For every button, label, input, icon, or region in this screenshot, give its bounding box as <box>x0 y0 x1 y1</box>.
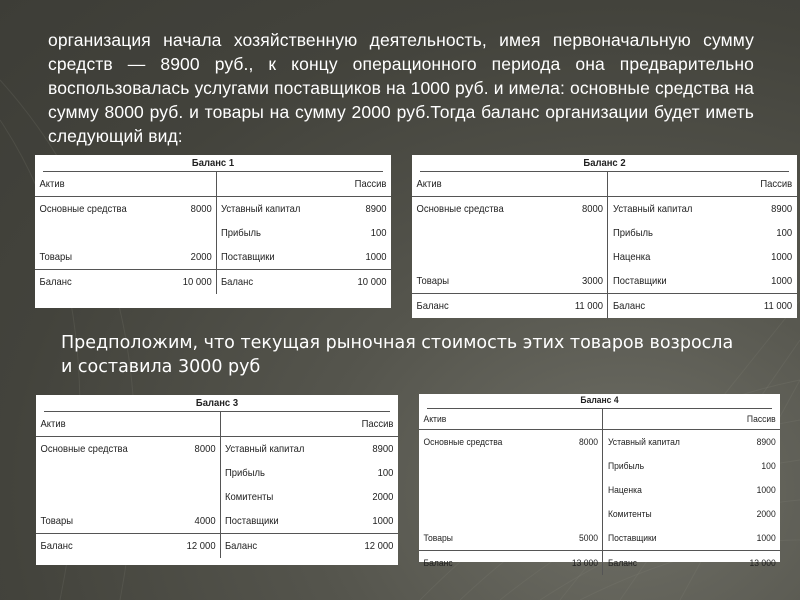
table-title: Баланс 2 <box>583 157 626 169</box>
asset-label: Товары <box>40 515 74 527</box>
asset-label: Основные средства <box>423 436 503 448</box>
asset-label: Товары <box>39 251 73 263</box>
liability-label: Прибыль <box>216 221 324 245</box>
liability-label: Прибыль <box>608 221 725 245</box>
asset-header: Актив <box>36 412 155 437</box>
liability-header: Пассив <box>348 412 398 437</box>
asset-label: Товары <box>423 532 453 544</box>
asset-label <box>412 245 538 269</box>
asset-value: 8000 <box>578 436 598 448</box>
asset-label: Товары <box>416 275 450 287</box>
asset-value <box>558 221 607 245</box>
balance-table-4 <box>419 394 780 569</box>
liability-value: 1000 <box>771 275 793 287</box>
total-label: Баланс <box>220 534 330 559</box>
total-label: Баланс <box>35 270 152 295</box>
asset-value: 5000 <box>578 532 598 544</box>
liability-value: 2000 <box>372 491 394 503</box>
liability-header: Пассив <box>342 172 391 197</box>
assumption-paragraph: Предположим, что текущая рыночная стоимость этих товаров возросла и составила 3000 руб <box>61 333 734 377</box>
liability-value: 8900 <box>756 436 776 448</box>
total-value: 12 000 <box>348 534 398 559</box>
liability-label: Уставный капитал <box>220 437 330 462</box>
liability-value: 2000 <box>756 508 776 520</box>
asset-value: 8000 <box>190 203 212 215</box>
liability-value: 100 <box>776 227 793 239</box>
asset-value: 8000 <box>194 443 216 455</box>
liability-label: Уставный капитал <box>608 197 725 222</box>
asset-value <box>173 461 220 485</box>
asset-value <box>558 245 607 269</box>
balance-table-2 <box>412 155 797 318</box>
liability-header: Пассив <box>729 409 780 430</box>
asset-header: Актив <box>35 172 152 197</box>
liability-value: 1000 <box>372 515 394 527</box>
table-title: Баланс 4 <box>580 395 619 406</box>
total-value: 13 000 <box>729 551 780 576</box>
total-value: 10 000 <box>170 270 216 295</box>
total-value: 13 000 <box>555 551 603 576</box>
liability-label: Поставщики <box>608 269 725 294</box>
asset-value: 3000 <box>581 275 603 287</box>
liability-value: 100 <box>377 467 394 479</box>
liability-value: 1000 <box>756 532 776 544</box>
liability-value: 8900 <box>771 203 793 215</box>
asset-label <box>36 461 155 485</box>
liability-value: 1000 <box>756 484 776 496</box>
liability-label: Поставщики <box>220 509 330 534</box>
total-label: Баланс <box>412 294 538 319</box>
liability-label: Прибыль <box>603 454 712 478</box>
asset-label <box>412 221 538 245</box>
asset-value <box>555 502 603 526</box>
asset-label <box>419 478 537 502</box>
liability-header: Пассив <box>743 172 797 197</box>
liability-value: 8900 <box>365 203 387 215</box>
liability-value: 100 <box>761 460 776 472</box>
asset-label <box>36 485 155 509</box>
asset-label: Основные средства <box>416 203 504 215</box>
total-label: Баланс <box>603 551 712 576</box>
liability-label: Наценка <box>608 245 725 269</box>
asset-label <box>419 454 537 478</box>
liability-value: 1000 <box>771 251 793 263</box>
liability-label: Комитенты <box>603 502 712 526</box>
total-value: 12 000 <box>173 534 220 559</box>
asset-value: 8000 <box>581 203 603 215</box>
liability-label: Поставщики <box>216 245 324 270</box>
total-label: Баланс <box>608 294 725 319</box>
liability-label: Комитенты <box>220 485 330 509</box>
total-label: Баланс <box>216 270 324 295</box>
liability-value: 1000 <box>365 251 387 263</box>
total-value: 11 000 <box>558 294 607 319</box>
table-title: Баланс 3 <box>195 397 239 409</box>
asset-label: Основные средства <box>39 203 127 215</box>
asset-value: 2000 <box>190 251 212 263</box>
total-label: Баланс <box>36 534 155 559</box>
asset-value <box>555 454 603 478</box>
asset-header: Актив <box>412 172 538 197</box>
table-title: Баланс 1 <box>191 157 235 169</box>
asset-header: Актив <box>419 409 537 430</box>
asset-value: 4000 <box>194 515 216 527</box>
total-label: Баланс <box>419 551 537 576</box>
total-value: 10 000 <box>342 270 391 295</box>
asset-label <box>419 502 537 526</box>
intro-paragraph: организация начала хозяйственную деятельность, имея первоначальную сумму средств — 8900 руб., к концу операционного периода она предварительно воспользовалась услугами поставщиков на 1000 руб. и имела: основные средства на сумму 8000 руб. и товары на сумму 2000 руб.Тогда баланс организации будет иметь следующий вид: <box>48 30 754 146</box>
liability-value: 100 <box>370 227 387 239</box>
asset-value <box>170 221 216 245</box>
asset-label: Основные средства <box>40 443 128 455</box>
liability-value: 8900 <box>372 443 394 455</box>
liability-label: Прибыль <box>220 461 330 485</box>
balance-table-1 <box>35 155 391 308</box>
liability-label: Поставщики <box>603 526 712 551</box>
asset-value <box>555 478 603 502</box>
liability-label: Наценка <box>603 478 712 502</box>
liability-label: Уставный капитал <box>216 197 324 222</box>
asset-label <box>35 221 152 245</box>
liability-label: Уставный капитал <box>603 430 712 455</box>
asset-value <box>173 485 220 509</box>
balance-table-3 <box>36 395 398 565</box>
total-value: 11 000 <box>743 294 797 319</box>
